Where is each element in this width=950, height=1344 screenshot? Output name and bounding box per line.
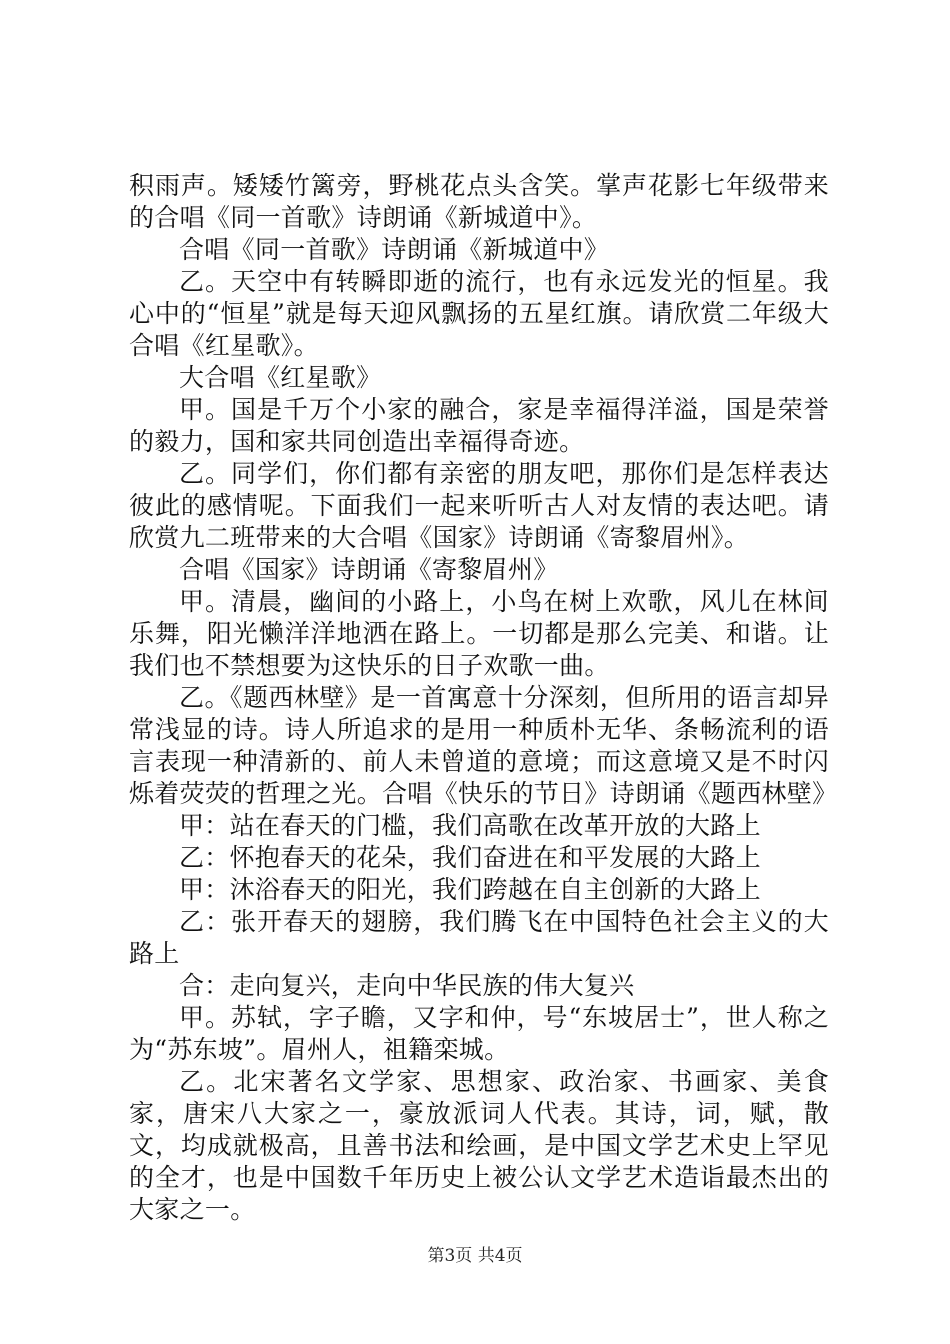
document-body <box>129 170 838 1226</box>
paragraph-10: 甲：站在春天的门槛，我们高歌在改革开放的大路上 <box>179 811 761 840</box>
page-footer <box>0 1241 950 1266</box>
paragraph-4: 大合唱《红星歌》 <box>179 363 382 392</box>
paragraph-8: 甲。清晨，幽间的小路上，小鸟在树上欢歌，风儿在林间乐舞，阳光懒洋洋地洒在路上。一切都是那么完美、和谐。让我们也不禁想要为这快乐的日子欢歌一曲。 <box>129 587 829 680</box>
paragraph-15: 甲。苏轼，字子瞻，又字和仲，号“东坡居士”，世人称之为“苏东坡”。眉州人，祖籍栾城。 <box>129 1003 829 1064</box>
paragraph-9: 乙。《题西林壁》是一首寓意十分深刻，但所用的语言却异常浅显的诗。诗人所追求的是用一种质朴无华、条畅流利的语言表现一种清新的、前人未曾道的意境；而这意境又是不时闪烁着荧荧的哲理之光。合唱《快乐的节日》诗朗诵《题西林壁》 <box>129 683 838 808</box>
paragraph-12: 甲：沐浴春天的阳光，我们跨越在自主创新的大路上 <box>179 875 761 904</box>
paragraph-14: 合：走向复兴，走向中华民族的伟大复兴 <box>179 971 635 1000</box>
page-number-label: 第3页 共4页 <box>427 1246 523 1266</box>
paragraph-11: 乙：怀抱春天的花朵，我们奋进在和平发展的大路上 <box>179 843 761 872</box>
paragraph-7: 合唱《国家》诗朗诵《寄黎眉州》 <box>179 555 559 584</box>
paragraph-3: 乙。天空中有转瞬即逝的流行，也有永远发光的恒星。我心中的“恒星”就是每天迎风飘扬的五星红旗。请欣赏二年级大合唱《红星歌》。 <box>129 267 829 360</box>
paragraph-2: 合唱《同一首歌》诗朗诵《新城道中》 <box>179 235 610 264</box>
paragraph-13: 乙：张开春天的翅膀，我们腾飞在中国特色社会主义的大路上 <box>129 907 829 968</box>
paragraph-6: 乙。同学们，你们都有亲密的朋友吧，那你们是怎样表达彼此的感情呢。下面我们一起来听听古人对友情的表达吧。请欣赏九二班带来的大合唱《国家》诗朗诵《寄黎眉州》。 <box>129 459 829 552</box>
paragraph-1: 积雨声。矮矮竹篱旁，野桃花点头含笑。掌声花影七年级带来的合唱《同一首歌》诗朗诵《新城道中》。 <box>129 171 829 232</box>
paragraph-5: 甲。国是千万个小家的融合，家是幸福得洋溢，国是荣誉的毅力，国和家共同创造出幸福得奇迹。 <box>129 395 829 456</box>
paragraph-16: 乙。北宋著名文学家、思想家、政治家、书画家、美食家，唐宋八大家之一，豪放派词人代表。其诗，词，赋，散文，均成就极高，且善书法和绘画，是中国文学艺术史上罕见的全才，也是中国数千年历史上被公认文学艺术造诣最杰出的大家之一。 <box>129 1067 829 1224</box>
